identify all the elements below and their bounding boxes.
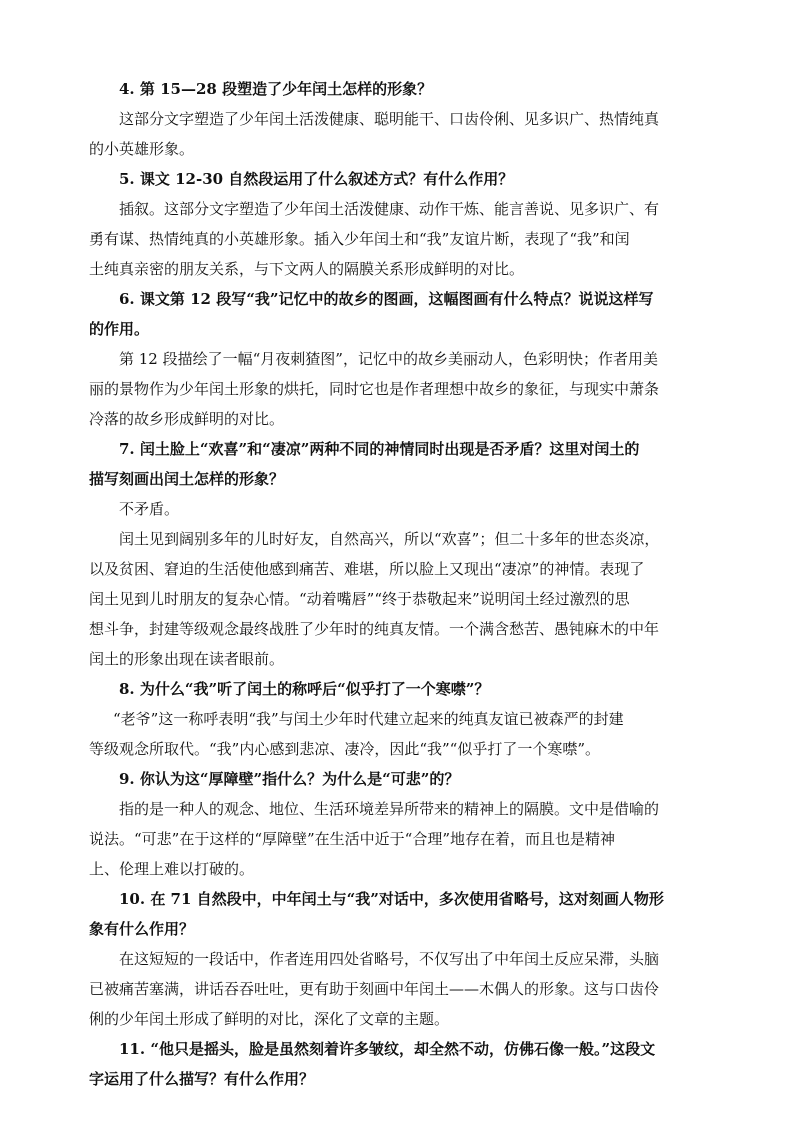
question-line: 5. 课文 12-30 自然段运用了什么叙述方式？有什么作用？ xyxy=(119,170,514,188)
question-line: 6. 课文第 12 段写“我”记忆中的故乡的图画，这幅图画有什么特点？说说这样写 xyxy=(119,290,654,308)
answer-line: 说法。“可悲”在于这样的“厚障壁”在生活中近于“合理”地存在着，而且也是精神 xyxy=(89,830,616,848)
answer-line: 勇有谋、热情纯真的小英雄形象。插入少年闰土和“我”友谊片断，表现了“我”和闰 xyxy=(89,230,630,248)
answer-line: 闰土的形象出现在读者眼前。 xyxy=(89,650,285,668)
answer-line: 上、伦理上难以打破的。 xyxy=(89,860,255,878)
answer-line: 插叙。这部分文字塑造了少年闰土活泼健康、动作干炼、能言善说、见多识广、有 xyxy=(119,200,660,218)
answer-line: 等级观念所取代。“我”内心感到悲凉、凄冷，因此“我”“似乎打了一个寒噤”。 xyxy=(89,740,601,758)
answer-line: 的小英雄形象。 xyxy=(89,140,195,158)
answer-line: 土纯真亲密的朋友关系，与下文两人的隔膜关系形成鲜明的对比。 xyxy=(89,260,525,278)
answer-line: 第 12 段描绘了一幅“月夜刺猹图”，记忆中的故乡美丽动人，色彩明快；作者用美 xyxy=(119,350,658,368)
question-line: 9. 你认为这“厚障壁”指什么？为什么是“可悲”的？ xyxy=(119,770,460,788)
question-line: 4. 第 15—28 段塑造了少年闰土怎样的形象？ xyxy=(119,80,433,98)
question-line: 字运用了什么描写？有什么作用？ xyxy=(89,1070,315,1088)
question-line: 象有什么作用？ xyxy=(89,920,195,938)
question-line: 8. 为什么“我”听了闰土的称呼后“似乎打了一个寒噤”？ xyxy=(119,680,490,698)
question-line: 的作用。 xyxy=(89,320,150,338)
answer-line: 想斗争，封建等级观念最终战胜了少年时的纯真友情。一个满含愁苦、愚钝麻木的中年 xyxy=(89,620,660,638)
answer-line: 指的是一种人的观念、地位、生活环境差异所带来的精神上的隔膜。文中是借喻的 xyxy=(119,800,660,818)
document-page xyxy=(89,74,705,1094)
answer-line: 俐的少年闰土形成了鲜明的对比，深化了文章的主题。 xyxy=(89,1010,450,1028)
question-line: 10. 在 71 自然段中，中年闰土与“我”对话中，多次使用省略号，这对刻画人物形 xyxy=(119,890,664,908)
answer-line: 在这短短的一段话中，作者连用四处省略号，不仅写出了中年闰土反应呆滞，头脑 xyxy=(119,950,660,968)
question-line: 描写刻画出闰土怎样的形象？ xyxy=(89,470,285,488)
answer-line: 闰土见到儿时朋友的复杂心情。“动着嘴唇”“终于恭敬起来”说明闰土经过激烈的思 xyxy=(89,590,630,608)
answer-line: 已被痛苦塞满，讲话吞吞吐吐，更有助于刻画中年闰土——木偶人的形象。这与口齿伶 xyxy=(89,980,660,998)
question-line: 7. 闰土脸上“欢喜”和“凄凉”两种不同的神情同时出现是否矛盾？这里对闰土的 xyxy=(119,440,640,458)
answer-line: 丽的景物作为少年闰土形象的烘托，同时它也是作者理想中故乡的象征，与现实中萧条 xyxy=(89,380,660,398)
question-line: 11. “他只是摇头，脸是虽然刻着许多皱纹，却全然不动，仿佛石像一般。”这段文 xyxy=(119,1040,656,1058)
answer-line: 这部分文字塑造了少年闰土活泼健康、聪明能干、口齿伶俐、见多识广、热情纯真 xyxy=(119,110,660,128)
answer-line: 不矛盾。 xyxy=(119,500,180,518)
answer-line: 以及贫困、窘迫的生活使他感到痛苦、难堪，所以脸上又现出“凄凉”的神情。表现了 xyxy=(89,560,645,578)
answer-line: 冷落的故乡形成鲜明的对比。 xyxy=(89,410,285,428)
answer-line: “老爷”这一称呼表明“我”与闰土少年时代建立起来的纯真友谊已被森严的封建 xyxy=(113,710,624,728)
answer-line: 闰土见到阔别多年的儿时好友，自然高兴，所以“欢喜”；但二十多年的世态炎凉， xyxy=(119,530,660,548)
